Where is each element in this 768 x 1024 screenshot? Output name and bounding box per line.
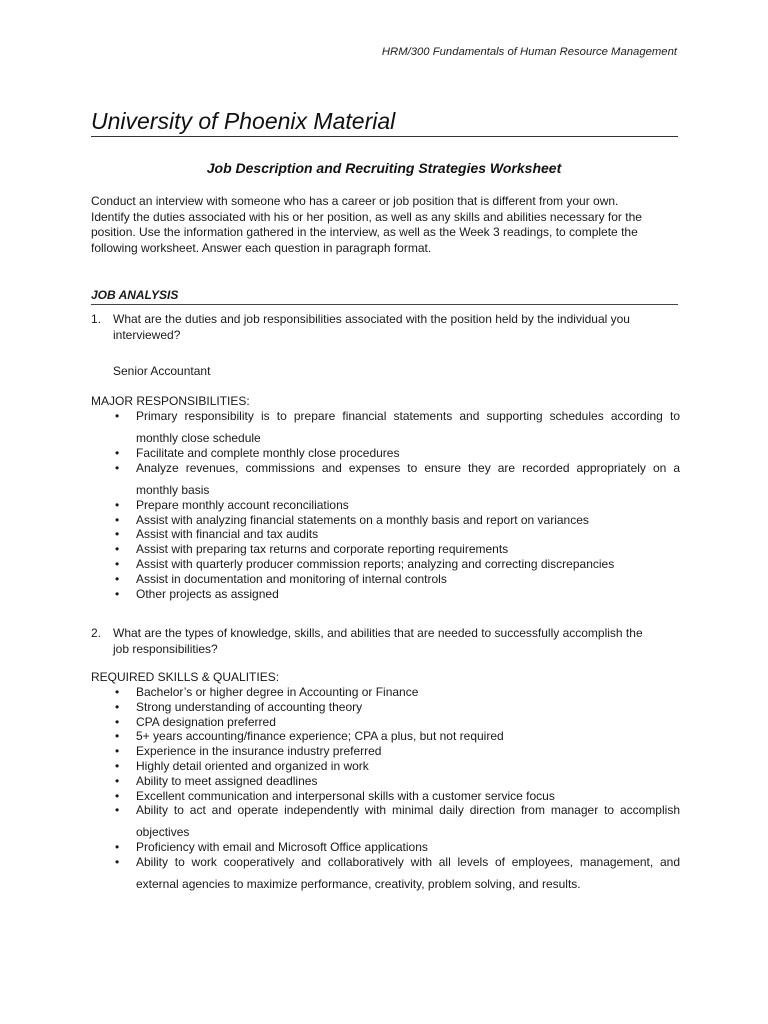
list-item-text: Assist with financial and tax audits [136, 527, 319, 542]
intro-line: position. Use the information gathered in the interview, as well as the Week 3 readings, to complete the [91, 225, 638, 239]
list-item [115, 774, 680, 789]
question-line: interviewed? [113, 327, 181, 342]
skills-list [115, 685, 680, 892]
document-title: University of Phoenix Material [91, 108, 396, 134]
question-line: What are the types of knowledge, skills, and abilities that are needed to successfully accomplish the [113, 626, 643, 640]
intro-line: following worksheet. Answer each question in paragraph format. [91, 240, 432, 255]
course-header: HRM/300 Fundamentals of Human Resource Management [381, 46, 677, 58]
list-item [115, 759, 680, 774]
list-item-text: • Primary responsibility is to prepare financial statements and supporting schedules according to [136, 409, 680, 423]
list-item-text: • Ability to act and operate independently with minimal daily direction from manager to accomplish [136, 803, 680, 818]
list-item [115, 513, 680, 528]
list-item-text: Other projects as assigned [136, 586, 279, 601]
list-item-text: Facilitate and complete monthly close procedures [136, 446, 400, 460]
question-number: 2. [91, 626, 102, 640]
list-item-text-continued: external agencies to maximize performance, creativity, problem solving, and results. [136, 877, 581, 892]
list-item [115, 542, 680, 557]
list-item [115, 461, 680, 498]
skills-heading: REQUIRED SKILLS & QUALITIES: [91, 670, 280, 684]
question-line: job responsibilities? [113, 641, 218, 656]
list-item [115, 498, 680, 513]
list-item-text: CPA designation preferred [136, 714, 276, 729]
list-item [115, 587, 680, 602]
answer-job-title: Senior Accountant [113, 364, 211, 378]
title-divider [91, 136, 678, 137]
list-item-text: Strong understanding of accounting theory [136, 699, 363, 714]
list-item [115, 803, 680, 840]
list-item-text: Excellent communication and interpersonal skills with a customer service focus [136, 788, 555, 803]
list-item-text: Assist in documentation and monitoring of internal controls [136, 571, 447, 586]
list-item [115, 685, 680, 700]
question-1 [91, 312, 681, 343]
question-number: 1. [91, 312, 102, 326]
list-item-text: Prepare monthly account reconciliations [136, 497, 349, 512]
list-item-text: Bachelor’s or higher degree in Accounting or Finance [136, 685, 419, 699]
list-item [115, 572, 680, 587]
list-item-text-continued: monthly close schedule [136, 431, 261, 445]
list-item-text: 5+ years accounting/finance experience; CPA a plus, but not required [136, 729, 504, 744]
list-item-text: Highly detail oriented and organized in work [136, 758, 369, 773]
list-item [115, 557, 680, 572]
list-item-text-continued: objectives [136, 825, 190, 840]
responsibilities-heading: MAJOR RESPONSIBILITIES: [91, 394, 250, 408]
list-item-text: Ability to meet assigned deadlines [136, 773, 318, 788]
list-item-text: • Ability to work cooperatively and collaboratively with all levels of employees, management, and [136, 855, 680, 870]
list-item [115, 715, 680, 730]
intro-paragraph [91, 194, 681, 256]
list-item [115, 409, 680, 446]
intro-line: Conduct an interview with someone who has a career or job position that is different from your own. [91, 194, 619, 208]
list-item-text: Proficiency with email and Microsoft Office applications [136, 840, 428, 855]
question-line: What are the duties and job responsibilities associated with the position held by the individual you [113, 312, 630, 326]
list-item [115, 744, 680, 759]
worksheet-title: Job Description and Recruiting Strategies Worksheet [206, 160, 562, 176]
list-item-text: Experience in the insurance industry preferred [136, 744, 382, 759]
section-divider [91, 304, 678, 305]
question-2 [91, 626, 681, 657]
list-item [115, 527, 680, 542]
list-item [115, 700, 680, 715]
list-item [115, 840, 680, 855]
list-item [115, 729, 680, 744]
list-item-text: Assist with analyzing financial statements on a monthly basis and report on variances [136, 512, 589, 527]
intro-line: Identify the duties associated with his or her position, as well as any skills and abilities necessary for the [91, 209, 642, 224]
responsibilities-list [115, 409, 680, 601]
list-item-text: Assist with preparing tax returns and corporate reporting requirements [136, 542, 509, 557]
list-item-text-continued: monthly basis [136, 482, 210, 497]
list-item-text: • Analyze revenues, commissions and expenses to ensure they are recorded appropriately on a [136, 460, 680, 475]
list-item [115, 855, 680, 892]
section-heading-job-analysis: JOB ANALYSIS [91, 288, 179, 302]
list-item [115, 446, 680, 461]
list-item-text: Assist with quarterly producer commission reports; analyzing and correcting discrepancies [136, 556, 615, 571]
list-item [115, 789, 680, 804]
